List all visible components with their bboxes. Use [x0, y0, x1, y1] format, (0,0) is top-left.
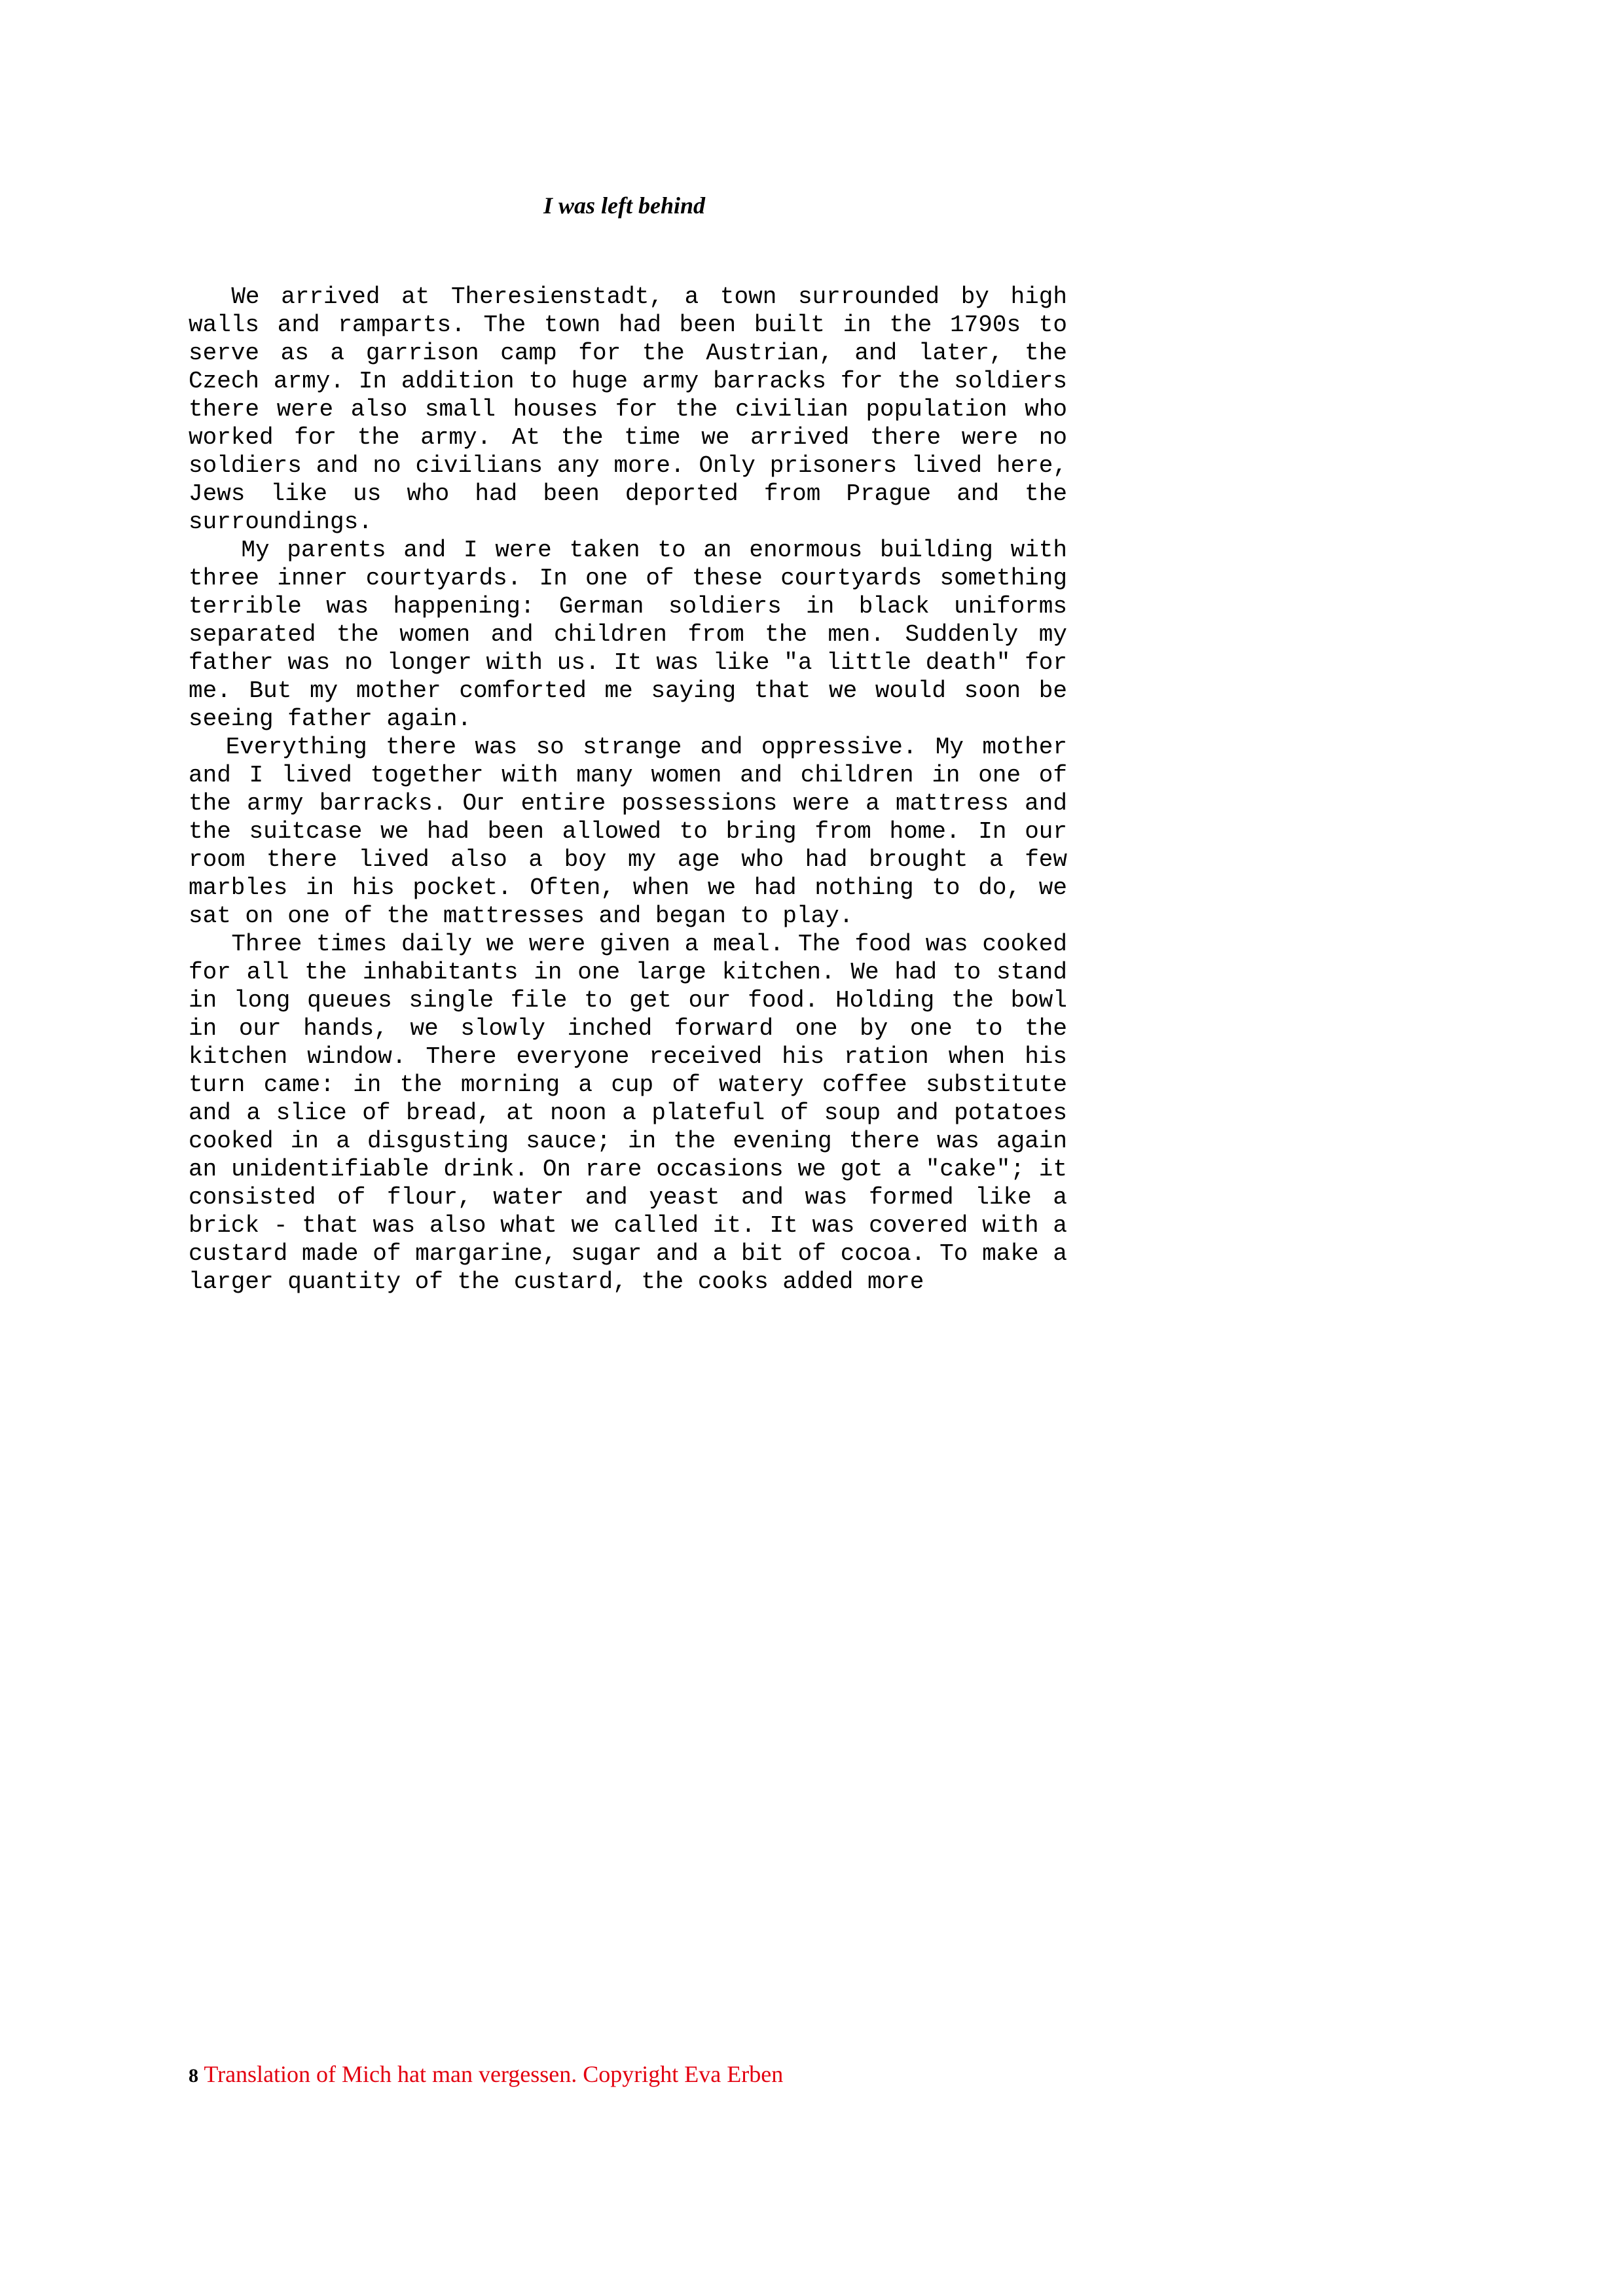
- paragraph-1: We arrived at Theresienstadt, a town surrounded by high walls and ramparts. The town had been built in the 1790s to serve as a garrison camp for the Austrian, and later, the Czech army. In addition to huge army barracks for the soldiers there were also small houses for the civilian population who worked for the army. At the time we arrived there were no soldiers and no civilians any more. Only prisoners lived here, Jews like us who had been deported from Prague and the surroundings.: [189, 283, 1082, 535]
- page-title: I was left behind: [543, 192, 706, 219]
- paragraph-3: Everything there was so strange and oppressive. My mother and I lived together with many women and children in one of the army barracks. Our entire possessions were a mattress and the suitcase we had been allowed to bring from home. In our room there lived also a boy my age who had brought a few marbles in his pocket. Often, when we had nothing to do, we sat on one of the mattresses and began to play.: [189, 734, 1082, 929]
- page-number: 8: [189, 2065, 198, 2087]
- paragraph-4: Three times daily we were given a meal. The food was cooked for all the inhabitants in one large kitchen. We had to stand in long queues single file to get our food. Holding the bowl in our hands, we slowly inched forward one by one to the kitchen window. There everyone received his ration when his turn came: in the morning a cup of watery coffee substitute and a slice of bread, at noon a plateful of soup and potatoes cooked in a disgusting sauce; in the evening there was again an unidentifiable drink. On rare occasions we got a "cake"; it consisted of flour, water and yeast and was formed like a brick - that was also what we called it. It was covered with a custard made of margarine, sugar and a bit of cocoa. To make a larger quantity of the custard, the cooks added more: [189, 931, 1082, 1295]
- body-text: [189, 283, 1082, 1296]
- footer-credit: Translation of Mich hat man vergessen. Copyright Eva Erben: [204, 2061, 784, 2087]
- page-footer: [189, 2060, 783, 2090]
- paragraph-2: My parents and I were taken to an enormous building with three inner courtyards. In one of these courtyards something terrible was happening: German soldiers in black uniforms separated the women and children from the men. Suddenly my father was no longer with us. It was like "a little death" for me. But my mother comforted me saying that we would soon be seeing father again.: [189, 537, 1082, 732]
